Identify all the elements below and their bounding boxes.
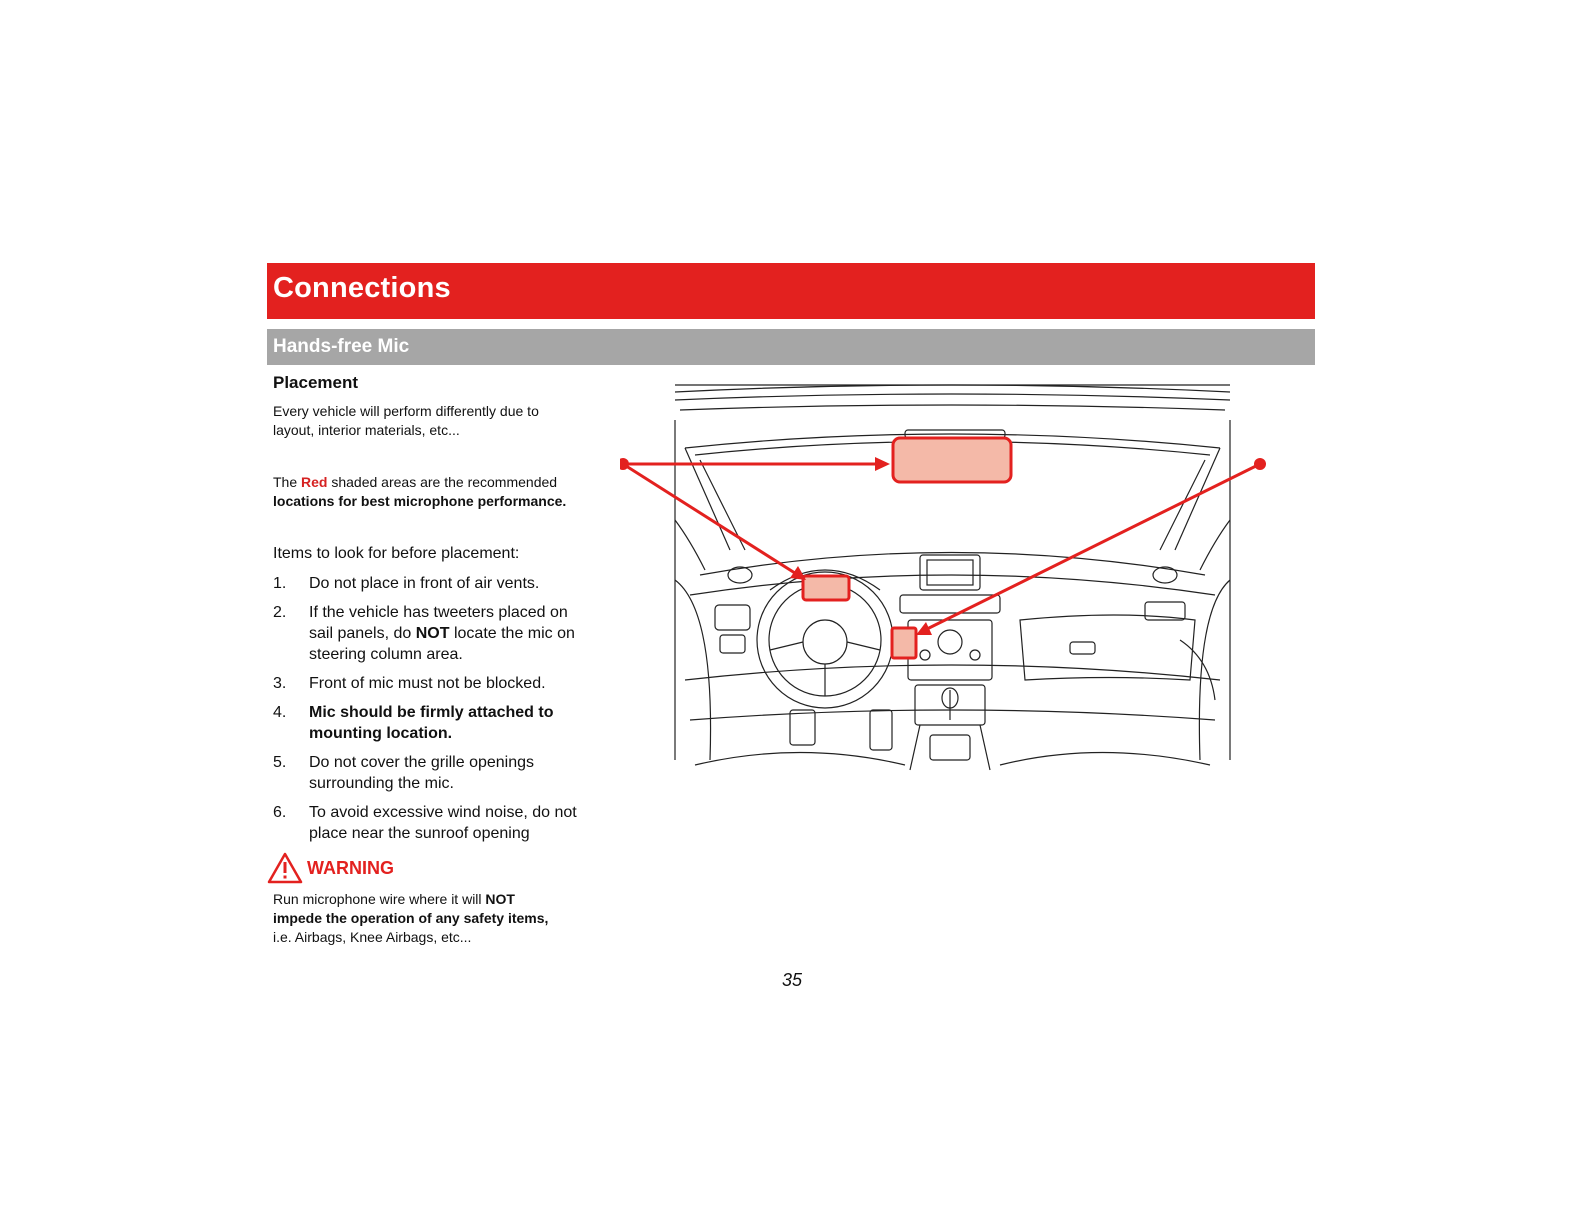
item-text: Front of mic must not be blocked. bbox=[309, 675, 546, 692]
list-item bbox=[273, 802, 583, 844]
warning-header bbox=[267, 852, 394, 884]
warning-prefix: Run microphone wire where it will bbox=[273, 891, 486, 907]
placement-checklist bbox=[273, 573, 583, 852]
item-text: To avoid excessive wind noise, do not place near the sunroof opening bbox=[309, 804, 577, 842]
item-text: Do not cover the grille openings surrounding the mic. bbox=[309, 754, 535, 792]
page-number: 35 bbox=[781, 970, 803, 990]
item-text-post: locate the mic on steering column area. bbox=[309, 625, 575, 663]
overhead-console-highlight bbox=[893, 438, 1011, 482]
list-item bbox=[273, 602, 583, 665]
callout-arrows bbox=[620, 457, 1266, 635]
list-item bbox=[273, 752, 583, 794]
car-interior-diagram bbox=[620, 380, 1280, 780]
item-number: 3. bbox=[273, 675, 287, 692]
warning-suffix: i.e. Airbags, Knee Airbags, etc... bbox=[273, 929, 472, 945]
note-bold: locations for best microphone performance. bbox=[273, 493, 567, 509]
item-text: Do not place in front of air vents. bbox=[309, 575, 540, 592]
item-number: 4. bbox=[273, 704, 287, 721]
mic-location-highlights bbox=[803, 438, 1011, 658]
note-middle: shaded areas are the recommended bbox=[327, 474, 558, 490]
warning-bold-rest: impede the operation of any safety items, bbox=[273, 910, 549, 926]
list-item bbox=[273, 702, 583, 744]
item-text-pre: If the vehicle has tweeters placed on sail panels, do bbox=[309, 604, 568, 642]
page-title: Connections bbox=[273, 272, 451, 304]
section-title-bar bbox=[267, 263, 1315, 319]
warning-triangle-icon bbox=[267, 852, 303, 884]
warning-not: NOT bbox=[485, 891, 515, 907]
red-areas-note bbox=[273, 473, 573, 511]
center-dash-highlight bbox=[892, 628, 916, 658]
placement-heading: Placement bbox=[273, 373, 359, 392]
subsection-bar bbox=[267, 329, 1315, 365]
item-number: 5. bbox=[273, 754, 287, 771]
steering-column-highlight bbox=[803, 576, 849, 600]
note-prefix: The bbox=[273, 474, 302, 490]
warning-label: WARNING bbox=[307, 857, 394, 878]
item-number: 2. bbox=[273, 604, 287, 621]
red-word: Red bbox=[301, 474, 328, 490]
item-number: 1. bbox=[273, 575, 287, 592]
warning-text bbox=[273, 890, 573, 947]
arrow-to-center-dash bbox=[925, 464, 1260, 630]
intro-paragraph: Every vehicle will perform differently due to layout, interior materials, etc... bbox=[273, 403, 539, 438]
list-item bbox=[273, 573, 583, 594]
item-text-bold: NOT bbox=[415, 625, 450, 642]
subsection-title: Hands-free Mic bbox=[273, 336, 410, 357]
item-number: 6. bbox=[273, 804, 287, 821]
items-heading: Items to look for before placement: bbox=[273, 545, 520, 562]
list-item bbox=[273, 673, 583, 694]
item-text: Mic should be firmly attached to mounting location. bbox=[309, 704, 554, 742]
